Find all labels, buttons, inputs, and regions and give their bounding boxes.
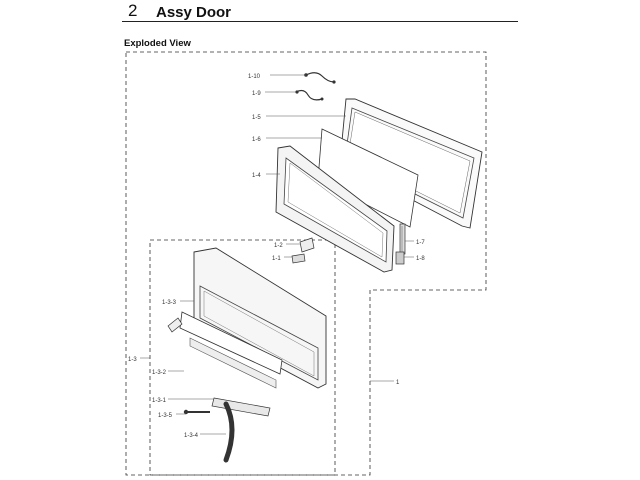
callout-1-3-2: 1-3-2 [152, 370, 167, 376]
callout-1-8: 1-8 [416, 256, 425, 262]
callout-1-1: 1-1 [272, 256, 281, 262]
part-1-10-wire [304, 73, 335, 84]
part-1-3-5-screw [184, 410, 210, 414]
callout-1-4: 1-4 [252, 173, 261, 179]
callout-1-5: 1-5 [252, 115, 261, 121]
callout-1-6: 1-6 [252, 137, 261, 143]
assembly-boundary [126, 52, 486, 475]
section-title: Assy Door [156, 4, 232, 21]
part-1-3-1-plate [212, 398, 270, 416]
callout-1-3-3: 1-3-3 [162, 300, 177, 306]
callout-1-2: 1-2 [274, 243, 283, 249]
callout-1-3-1: 1-3-1 [152, 398, 167, 404]
view-title: Exploded View [124, 38, 191, 49]
part-1-3-3-door-panel [194, 248, 326, 388]
callout-1-3-5: 1-3-5 [158, 413, 173, 419]
callout-1-3-4: 1-3-4 [184, 433, 199, 439]
part-1-9-wire [295, 90, 323, 100]
section-number: 2 [128, 1, 138, 20]
part-clip [168, 318, 182, 332]
callout-1-10: 1-10 [248, 74, 261, 80]
part-1-1-pad [292, 254, 305, 263]
part-1-8-spring [396, 252, 404, 264]
part-1-7-latch [400, 224, 405, 254]
callout-1-3: 1-3 [128, 357, 137, 363]
callout-1-9: 1-9 [252, 91, 261, 97]
part-1-3-4-handle [226, 404, 232, 460]
part-1-2-bracket [300, 238, 314, 252]
callout-1: 1 [396, 380, 400, 386]
callout-1-7: 1-7 [416, 240, 425, 246]
